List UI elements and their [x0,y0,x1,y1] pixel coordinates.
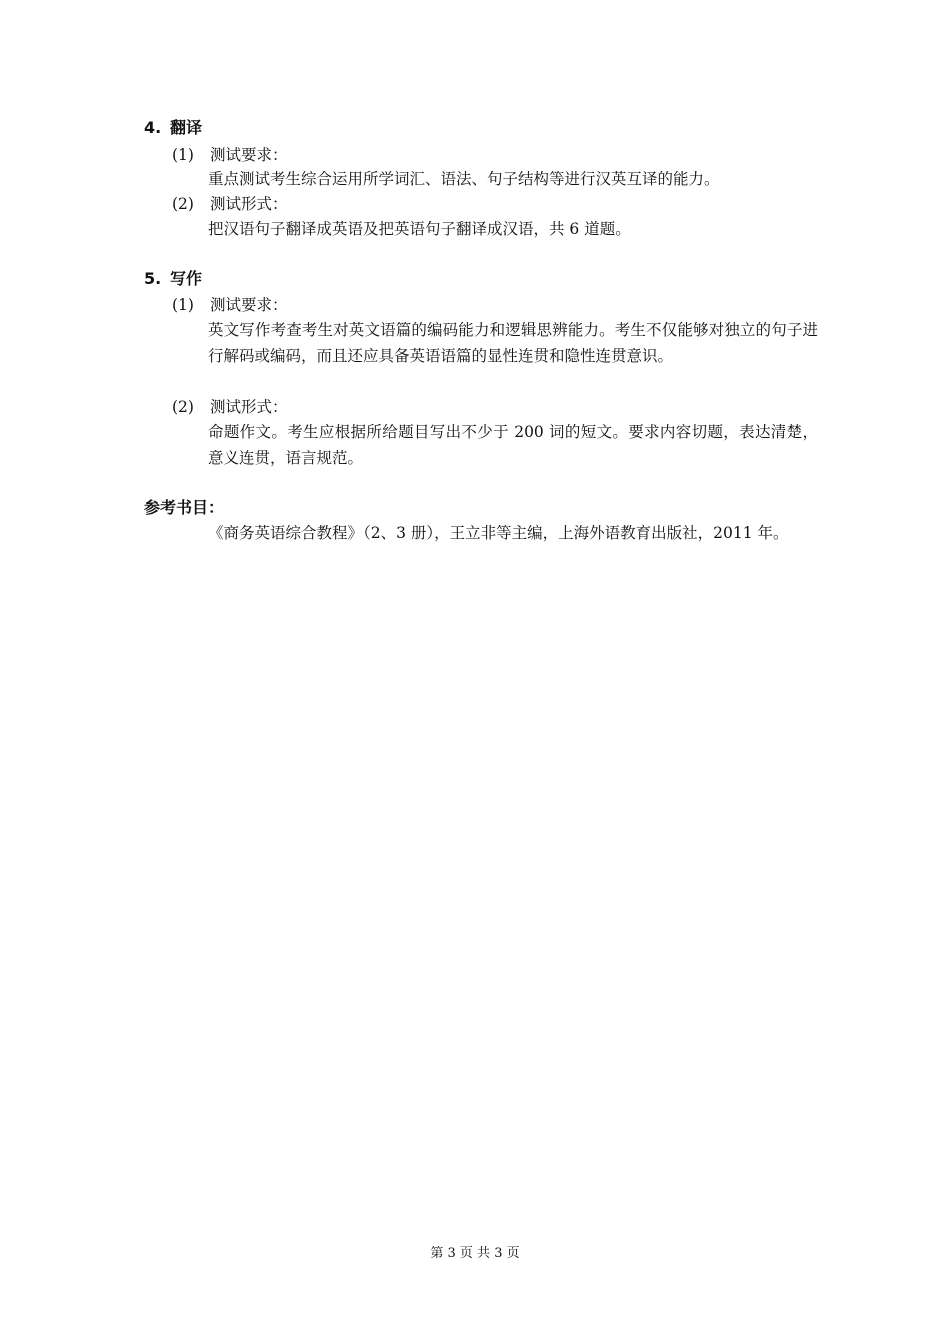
item-label: 测试形式： [210,195,288,213]
writing-format-text: 命题作文。考生应根据所给题目写出不少于 200 词的短文。要求内容切题，表达清楚，意义连贯，语言规范。 [208,423,818,467]
section-title: 写作 [170,269,203,288]
writing-format-label [172,395,288,419]
translation-format-label [172,192,288,216]
item-label: 测试要求： [210,146,288,164]
section-number: 4. [144,118,162,137]
item-number: (2) [172,195,194,213]
translation-requirement-text: 重点测试考生综合运用所学词汇、语法、句子结构等进行汉英互译的能力。 [208,170,720,188]
item-number: (1) [172,296,194,314]
section-heading-translation [144,116,202,140]
page-footer: 第 3 页 共 3 页 [430,1246,520,1261]
references-heading: 参考书目： [144,498,225,517]
translation-requirement-label [172,143,288,167]
item-label: 测试要求： [210,296,288,314]
writing-requirement-label [172,293,288,317]
section-number: 5. [144,269,162,288]
item-number: (1) [172,146,194,164]
item-number: (2) [172,398,194,416]
translation-format-text: 把汉语句子翻译成英语及把英语句子翻译成汉语，共 6 道题。 [208,220,631,238]
section-heading-writing [144,267,202,291]
item-label: 测试形式： [210,398,288,416]
references-text: 《商务英语综合教程》（2、3 册），王立非等主编，上海外语教育出版社，2011 年。 [208,524,789,542]
writing-requirement-text: 英文写作考查考生对英文语篇的编码能力和逻辑思辨能力。考生不仅能够对独立的句子进行解码或编码，而且还应具备英语语篇的显性连贯和隐性连贯意识。 [208,321,818,365]
section-title: 翻译 [170,118,203,137]
